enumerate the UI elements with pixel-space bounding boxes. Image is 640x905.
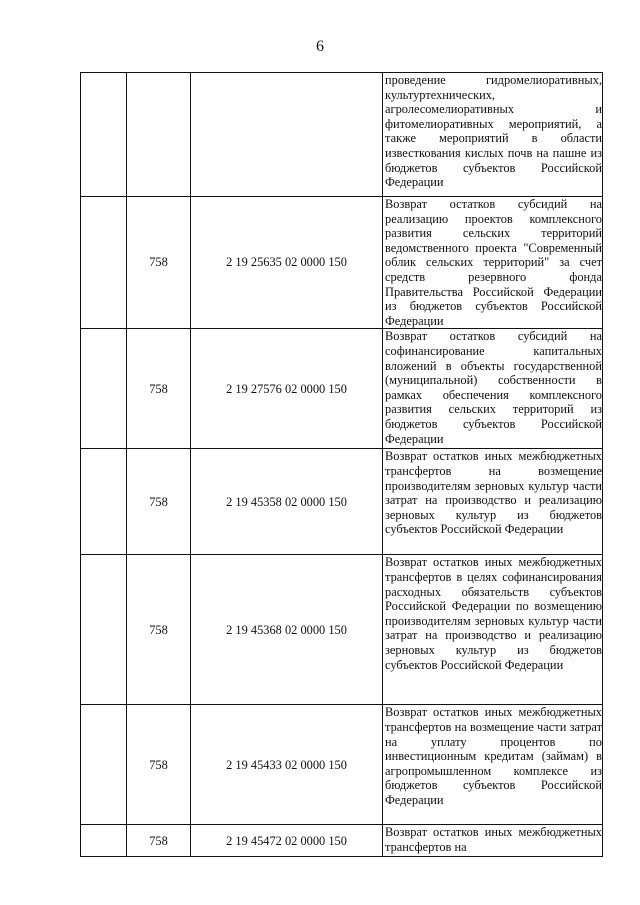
empty-cell xyxy=(81,449,127,555)
kbk-code-cell: 2 19 27576 02 0000 150 xyxy=(191,329,383,449)
kbk-code-cell: 2 19 45358 02 0000 150 xyxy=(191,449,383,555)
empty-cell xyxy=(81,329,127,449)
table-row xyxy=(81,555,603,705)
kbk-code-cell: 2 19 45472 02 0000 150 xyxy=(191,825,383,857)
table-row xyxy=(81,329,603,449)
description-cell: Возврат остатков иных межбюджетных трансфертов в целях софинансирования расходных обязательств субъектов Российской Федерации по возмещению производителям зерновых культур части затрат на производство и реализацию зерновых культур из бюджетов субъектов Российской Федерации xyxy=(383,555,603,705)
description-cell: Возврат остатков иных межбюджетных трансфертов на возмещение производителям зерновых культур части затрат на производство и реализацию зерновых культур из бюджетов субъектов Российской Федерации xyxy=(383,449,603,555)
kbk-code-cell: 2 19 45433 02 0000 150 xyxy=(191,705,383,825)
empty-cell xyxy=(81,555,127,705)
table-row xyxy=(81,449,603,555)
description-cell: Возврат остатков субсидий на софинансирование капитальных вложений в объекты государственной (муниципальной) собственности в рамках обеспечения комплексного развития сельских территорий из бюджетов субъектов Российской Федерации xyxy=(383,329,603,449)
description-cell: проведение гидромелиоративных, культуртехнических, агролесомелиоративных и фитомелиоративных мероприятий, а также мероприятий в области известкования кислых почв на пашне из бюджетов субъектов Российской Федерации xyxy=(383,73,603,197)
admin-code-cell: 758 xyxy=(127,197,191,329)
empty-cell xyxy=(81,197,127,329)
admin-code-cell: 758 xyxy=(127,555,191,705)
description-cell: Возврат остатков иных межбюджетных трансфертов на возмещение части затрат на уплату процентов по инвестиционным кредитам (займам) в агропромышленном комплексе из бюджетов субъектов Российской Федерации xyxy=(383,705,603,825)
admin-code-cell: 758 xyxy=(127,825,191,857)
budget-codes-table xyxy=(80,72,603,857)
description-cell: Возврат остатков иных межбюджетных трансфертов на xyxy=(383,825,603,857)
table-row xyxy=(81,73,603,197)
admin-code-cell: 758 xyxy=(127,329,191,449)
admin-code-cell: 758 xyxy=(127,449,191,555)
table-row xyxy=(81,825,603,857)
table-row xyxy=(81,705,603,825)
empty-cell xyxy=(81,705,127,825)
page-number: 6 xyxy=(316,38,324,55)
kbk-code-cell: 2 19 25635 02 0000 150 xyxy=(191,197,383,329)
empty-cell xyxy=(81,825,127,857)
empty-cell xyxy=(81,73,127,197)
table-row xyxy=(81,197,603,329)
admin-code-cell xyxy=(127,73,191,197)
kbk-code-cell: 2 19 45368 02 0000 150 xyxy=(191,555,383,705)
admin-code-cell: 758 xyxy=(127,705,191,825)
description-cell: Возврат остатков субсидий на реализацию проектов комплексного развития сельских территорий ведомственного проекта "Современный облик сельских территорий" за счет средств резервного фонда Правительства Российской Федерации из бюджетов субъектов Российской Федерации xyxy=(383,197,603,329)
kbk-code-cell xyxy=(191,73,383,197)
